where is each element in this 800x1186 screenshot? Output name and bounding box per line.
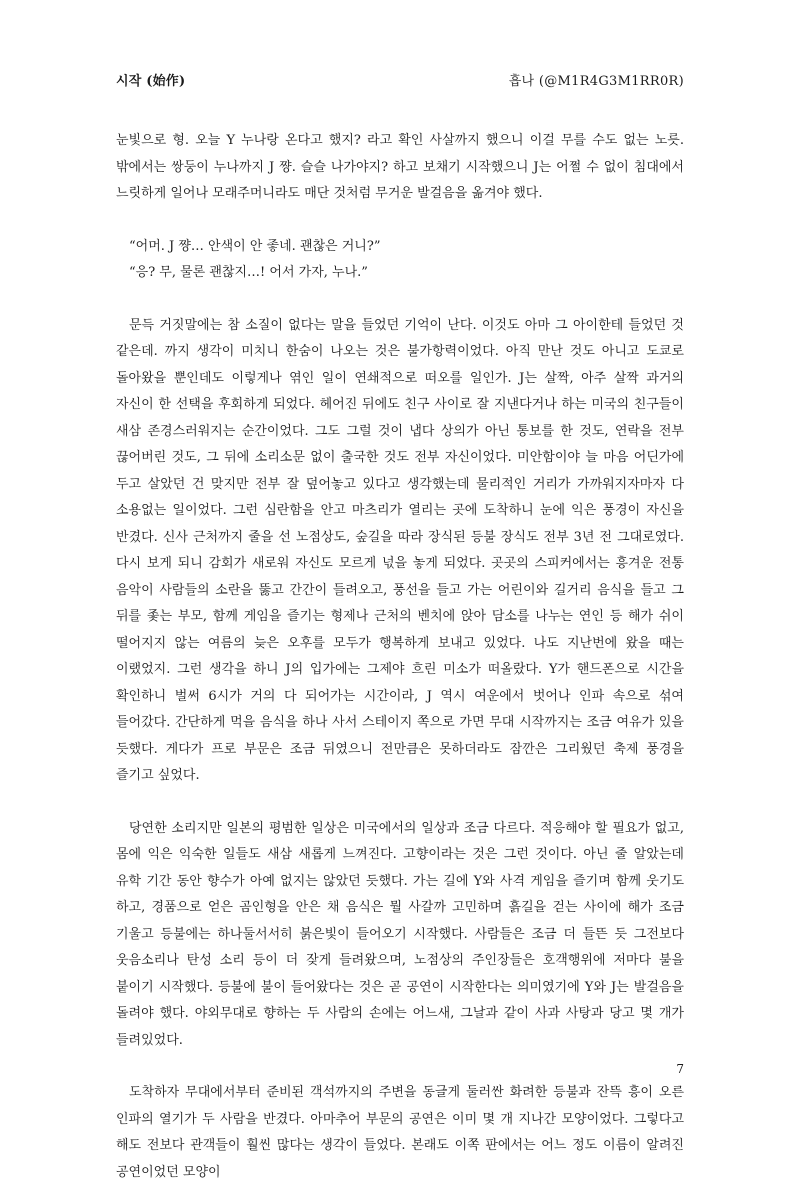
paragraph-spacer [116,208,684,234]
paragraph: 문득 거짓말에는 참 소질이 없다는 말을 들었던 기억이 난다. 이것도 아마 그 아이한테 들었던 것 같은데. 까지 생각이 미치니 한숨이 나오는 것은 불가항력이었다. 아직 만난 것도 아니고 도쿄로 돌아왔을 뿐인데도 이렇게나 엮인 일이 연쇄적으로 떠오를 일인가. J는 살짝, 아주 살짝 과거의 자신이 한 선택을 후회하게 되었다. 헤어진 뒤에도 친구 사이로 잘 지낸다거나 하는 미국의 친구들이 새삼 존경스러워지는 순간이었다. 그도 그럴 것이 냅다 상의가 아닌 통보를 한 것도, 연락을 전부 끊어버린 것도, 그 뒤에 소리소문 없이 출국한 것도 전부 자신이었다. 미안함이야 늘 마음 어딘가에 두고 살았던 건 맞지만 전부 잘 덮어놓고 있다고 생각했는데 물리적인 거리가 가까워지자마자 다 소용없는 일이었다. 그런 심란함을 안고 마츠리가 열리는 곳에 도착하니 눈에 익은 풍경이 자신을 반겼다. 신사 근처까지 줄을 선 노점상도, 숲길을 따라 장식된 등불 장식도 전부 3년 전 그대로였다. 다시 보게 되니 감회가 새로워 자신도 모르게 넋을 놓게 되었다. 곳곳의 스피커에서는 흥겨운 전통 음악이 사람들의 소란을 뚫고 간간이 들려오고, 풍선을 들고 가는 어린이와 길거리 음식을 들고 그 뒤를 좇는 부모, 함께 게임을 즐기는 형제나 근처의 벤치에 앉아 담소를 나누는 연인 등 해가 쉬이 떨어지지 않는 여름의 늦은 오후를 모두가 행복하게 보내고 있었다. 나도 지난번에 왔을 때는 이랬었지. 그런 생각을 하니 J의 입가에는 그제야 흐린 미소가 떠올랐다. Y가 핸드폰으로 시간을 확인하니 벌써 6시가 거의 다 되어가는 시간이라, J 역시 여운에서 벗어나 인파 속으로 섞여 들어갔다. 간단하게 먹을 음식을 하나 사서 스테이지 쪽으로 가면 무대 시작까지는 조금 여유가 있을 듯했다. 게다가 프로 부문은 조금 뒤였으니 전만큼은 못하더라도 잠깐은 그리웠던 축제 풍경을 즐기고 싶었다. [116,317,684,783]
running-title: 시작 (始作) [116,74,186,89]
paragraph-spacer [116,790,684,816]
paragraph-spacer [116,1054,684,1080]
paragraph: 눈빛으로 형. 오늘 Y 누나랑 온다고 했지? 라고 확인 사살까지 했으니 이걸 무를 수도 없는 노릇. 밖에서는 쌍둥이 누나까지 J 쨩. 슬슬 나가야지? 하고 보채기 시작했으니 J는 어쩔 수 없이 침대에서 느릿하게 일어나 모래주머니라도 매단 것처럼 무거운 발걸음을 옮겨야 했다. [116,133,684,201]
dialogue-line: “어머. J 쨩… 안색이 안 좋네. 괜찮은 거니?” [129,238,381,254]
page-header [116,70,684,90]
author-handle: 흡나 (@M1R4G3M1RR0R) [508,74,684,89]
paragraph-spacer [116,287,684,313]
paragraph: 도착하자 무대에서부터 준비된 객석까지의 주변을 동글게 둘러싼 화려한 등불과 잔뜩 흥이 오른 인파의 열기가 두 사람을 반겼다. 아마추어 부문의 공연은 이미 몇 개 지나간 모양이었다. 그렇다고 해도 전보다 관객들이 훨씬 많다는 생각이 들었다. 본래도 이쪽 판에서는 어느 정도 이름이 알려진 공연이었던 모양이 [116,1085,684,1180]
paragraph: 당연한 소리지만 일본의 평범한 일상은 미국에서의 일상과 조금 다르다. 적응해야 할 필요가 없고, 몸에 익은 익숙한 일들도 새삼 새롭게 느껴진다. 고향이라는 것은 그런 것이다. 아닌 줄 알았는데 유학 기간 동안 향수가 아예 없지는 않았던 듯했다. 가는 길에 Y와 사격 게임을 즐기며 함께 웃기도 하고, 경품으로 얻은 곰인형을 안은 채 음식은 뭘 사갈까 고민하며 흙길을 걷는 사이에 해가 조금 기울고 등불에는 하나둘서서히 붉은빛이 들어오기 시작했다. 사람들은 조금 더 들뜬 듯 그전보다 웃음소리나 탄성 소리 등이 더 잦게 들려왔으며, 노점상의 주인장들은 호객행위에 저마다 불을 붙이기 시작했다. 등불에 불이 들어왔다는 것은 곧 공연이 시작한다는 의미였기에 Y와 J는 발걸음을 돌려야 했다. 야외무대로 향하는 두 사람의 손에는 어느새, 그날과 같이 사과 사탕과 당고 몇 개가 들려있었다. [116,820,684,1048]
body-text [116,128,684,1186]
dialogue-line: “응? 무, 물론 괜찮지…! 어서 가자, 누나.” [129,265,368,280]
page-number: 7 [676,1062,684,1076]
